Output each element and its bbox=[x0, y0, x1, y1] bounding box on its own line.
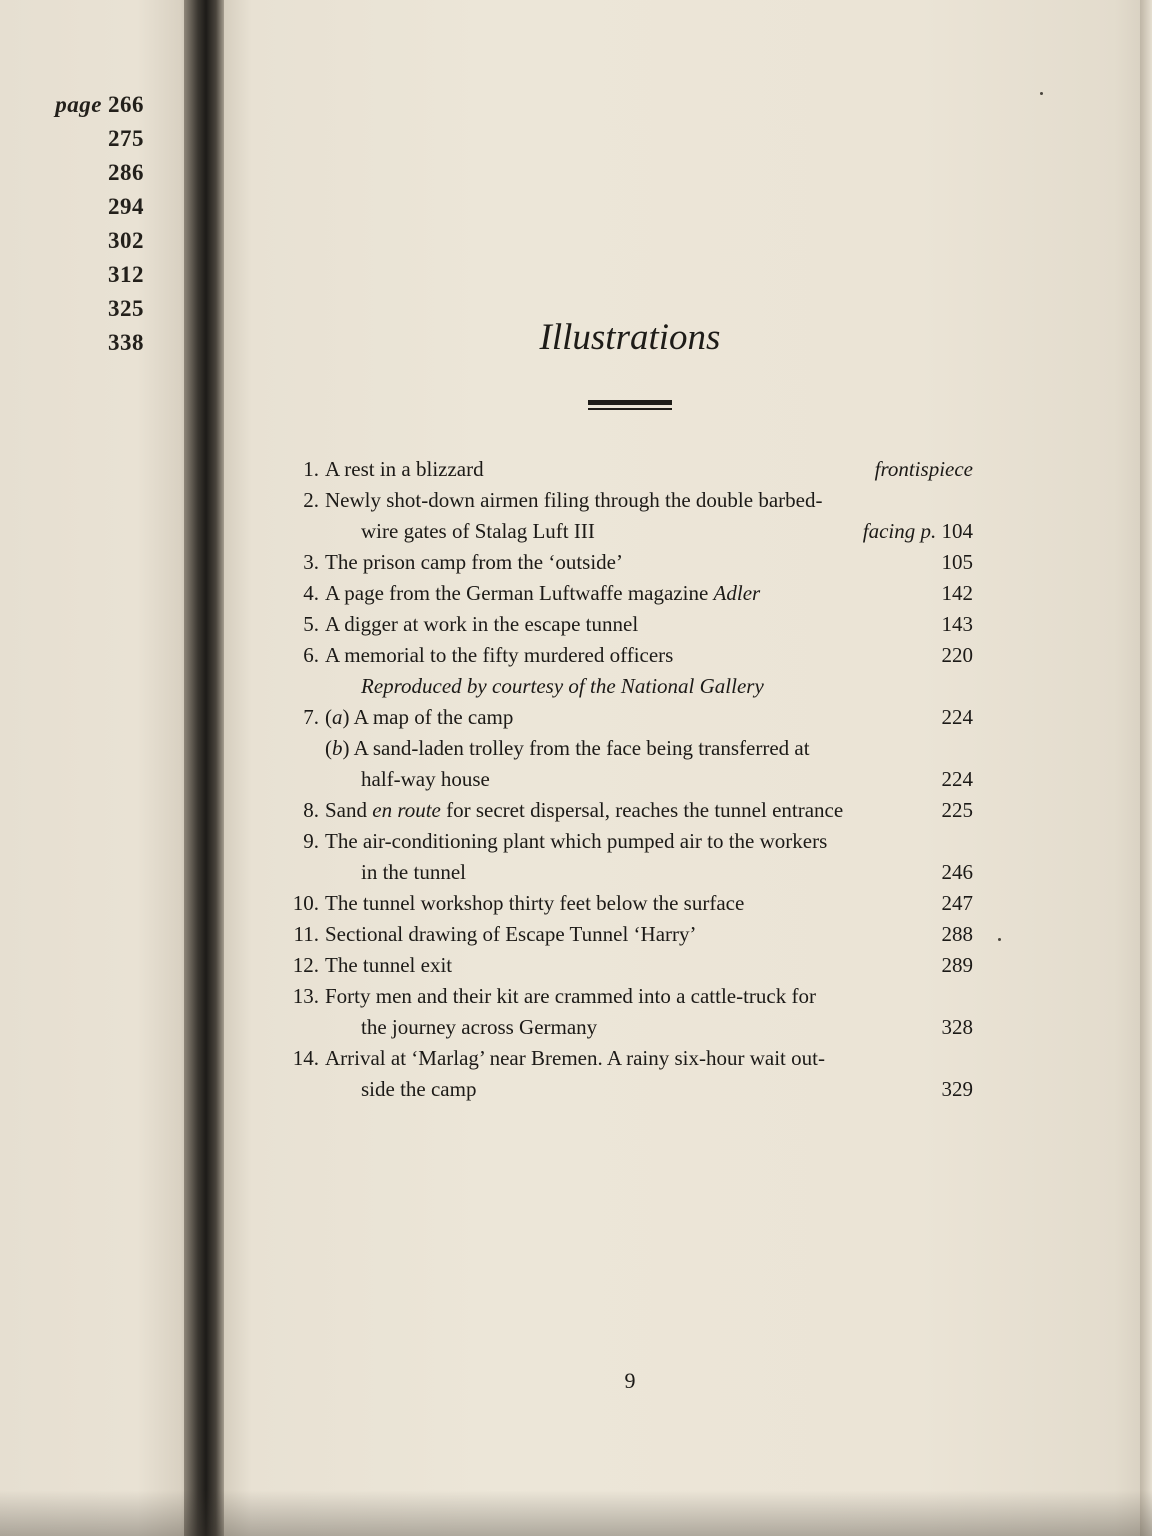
item-caption bbox=[325, 795, 843, 826]
item-number: 8. bbox=[303, 798, 319, 822]
item-page: 289 bbox=[941, 953, 973, 977]
list-item bbox=[283, 888, 983, 919]
item-caption-continued: in the tunnel bbox=[361, 860, 466, 884]
item-caption-continued: half-way house bbox=[361, 767, 490, 791]
list-item-continuation bbox=[283, 1012, 983, 1043]
item-caption: Arrival at ‘Marlag’ near Bremen. A rainy six-hour wait out- bbox=[325, 1046, 825, 1070]
list-item bbox=[283, 919, 983, 950]
list-item bbox=[283, 950, 983, 981]
item-number: 7. bbox=[303, 705, 319, 729]
page-number-column bbox=[40, 92, 144, 364]
book-gutter bbox=[184, 0, 224, 1536]
item-caption: Newly shot-down airmen filing through the double barbed- bbox=[325, 488, 823, 512]
page-number-row bbox=[40, 92, 144, 126]
item-number: 11. bbox=[293, 922, 319, 946]
list-item bbox=[283, 640, 983, 671]
item-page: 143 bbox=[941, 612, 973, 636]
item-page: 247 bbox=[941, 891, 973, 915]
list-item-continuation bbox=[283, 1074, 983, 1105]
caption-text: for secret dispersal, reaches the tunnel entrance bbox=[440, 798, 844, 822]
page-title: Illustrations bbox=[539, 317, 721, 358]
item-number: 9. bbox=[303, 829, 319, 853]
page-label: page bbox=[55, 92, 102, 117]
credit-note: Reproduced by courtesy of the National Gallery bbox=[361, 674, 764, 698]
item-number: 6. bbox=[303, 643, 319, 667]
list-item bbox=[283, 454, 983, 485]
item-page: 220 bbox=[941, 643, 973, 667]
item-page: 224 bbox=[941, 705, 973, 729]
item-caption: Sectional drawing of Escape Tunnel ‘Harry’ bbox=[325, 922, 697, 946]
item-number: 12. bbox=[292, 953, 319, 977]
page-folio: 9 bbox=[624, 1368, 636, 1393]
page-number: 294 bbox=[108, 194, 144, 219]
paper-speck bbox=[998, 938, 1001, 941]
caption-italic: Adler bbox=[713, 581, 761, 605]
item-caption: The tunnel workshop thirty feet below the surface bbox=[325, 891, 745, 915]
item-page: 105 bbox=[941, 550, 973, 574]
list-item bbox=[283, 1043, 983, 1074]
item-caption: (a) A map of the camp bbox=[325, 705, 514, 729]
paper-speck bbox=[1040, 92, 1043, 95]
bottom-shadow bbox=[0, 1490, 1152, 1536]
list-item bbox=[283, 981, 983, 1012]
item-number: 5. bbox=[303, 612, 319, 636]
item-number: 10. bbox=[292, 891, 319, 915]
sub-caption: A map of the camp bbox=[353, 705, 514, 729]
item-page: 329 bbox=[941, 1077, 973, 1101]
facing-label: facing p. bbox=[862, 519, 937, 543]
sub-label: b bbox=[332, 736, 343, 760]
item-caption: The prison camp from the ‘outside’ bbox=[325, 550, 623, 574]
item-page: 246 bbox=[941, 860, 973, 884]
list-item bbox=[283, 485, 983, 516]
item-page: 224 bbox=[941, 767, 973, 791]
title-rule bbox=[588, 400, 672, 405]
page-number: 266 bbox=[108, 92, 144, 117]
page-number: 302 bbox=[108, 228, 144, 253]
page-number: 312 bbox=[108, 262, 144, 287]
item-caption: (b) A sand-laden trolley from the face being transferred at bbox=[325, 736, 810, 760]
page-value: 104 bbox=[941, 519, 973, 543]
item-page: 328 bbox=[941, 1015, 973, 1039]
item-caption: A rest in a blizzard bbox=[325, 457, 484, 481]
page-number: 286 bbox=[108, 160, 144, 185]
item-page: 288 bbox=[941, 922, 973, 946]
caption-text: A page from the German Luftwaffe magazine bbox=[325, 581, 714, 605]
page-number: 275 bbox=[108, 126, 144, 151]
illustrations-list bbox=[283, 454, 983, 1105]
sub-label: a bbox=[332, 705, 343, 729]
item-number: 3. bbox=[303, 550, 319, 574]
list-item-continuation bbox=[283, 516, 983, 547]
item-page: 225 bbox=[941, 798, 973, 822]
item-caption-continued: side the camp bbox=[361, 1077, 477, 1101]
item-page: frontispiece bbox=[874, 457, 973, 481]
item-number: 13. bbox=[292, 984, 319, 1008]
item-caption-continued: wire gates of Stalag Luft III bbox=[361, 519, 595, 543]
page-number: 325 bbox=[108, 296, 144, 321]
page-number: 338 bbox=[108, 330, 144, 355]
item-caption bbox=[325, 578, 760, 609]
list-item bbox=[283, 826, 983, 857]
list-item bbox=[283, 795, 983, 826]
left-page bbox=[0, 0, 196, 1536]
item-number: 2. bbox=[303, 488, 319, 512]
item-page bbox=[863, 516, 973, 547]
item-caption: The tunnel exit bbox=[325, 953, 453, 977]
item-caption-continued: the journey across Germany bbox=[361, 1015, 598, 1039]
credit-line bbox=[283, 671, 983, 702]
list-item-continuation bbox=[283, 857, 983, 888]
item-caption: A digger at work in the escape tunnel bbox=[325, 612, 639, 636]
sub-caption: A sand-laden trolley from the face being transferred at bbox=[353, 736, 810, 760]
item-caption: Forty men and their kit are crammed into a cattle-truck for bbox=[325, 984, 816, 1008]
item-caption: The air-conditioning plant which pumped air to the workers bbox=[325, 829, 828, 853]
list-item bbox=[283, 609, 983, 640]
list-item bbox=[283, 547, 983, 578]
list-item-continuation bbox=[283, 764, 983, 795]
item-number: 14. bbox=[292, 1046, 319, 1070]
list-item bbox=[283, 578, 983, 609]
page-edge bbox=[1140, 0, 1152, 1536]
caption-italic: en route bbox=[372, 798, 441, 822]
list-item-sub bbox=[283, 733, 983, 764]
title-rule-thin bbox=[588, 408, 672, 410]
item-number: 1. bbox=[303, 457, 319, 481]
item-number: 4. bbox=[303, 581, 319, 605]
item-page: 142 bbox=[941, 581, 973, 605]
item-caption: A memorial to the fifty murdered officers bbox=[325, 643, 674, 667]
list-item bbox=[283, 702, 983, 733]
caption-text: Sand bbox=[325, 798, 373, 822]
